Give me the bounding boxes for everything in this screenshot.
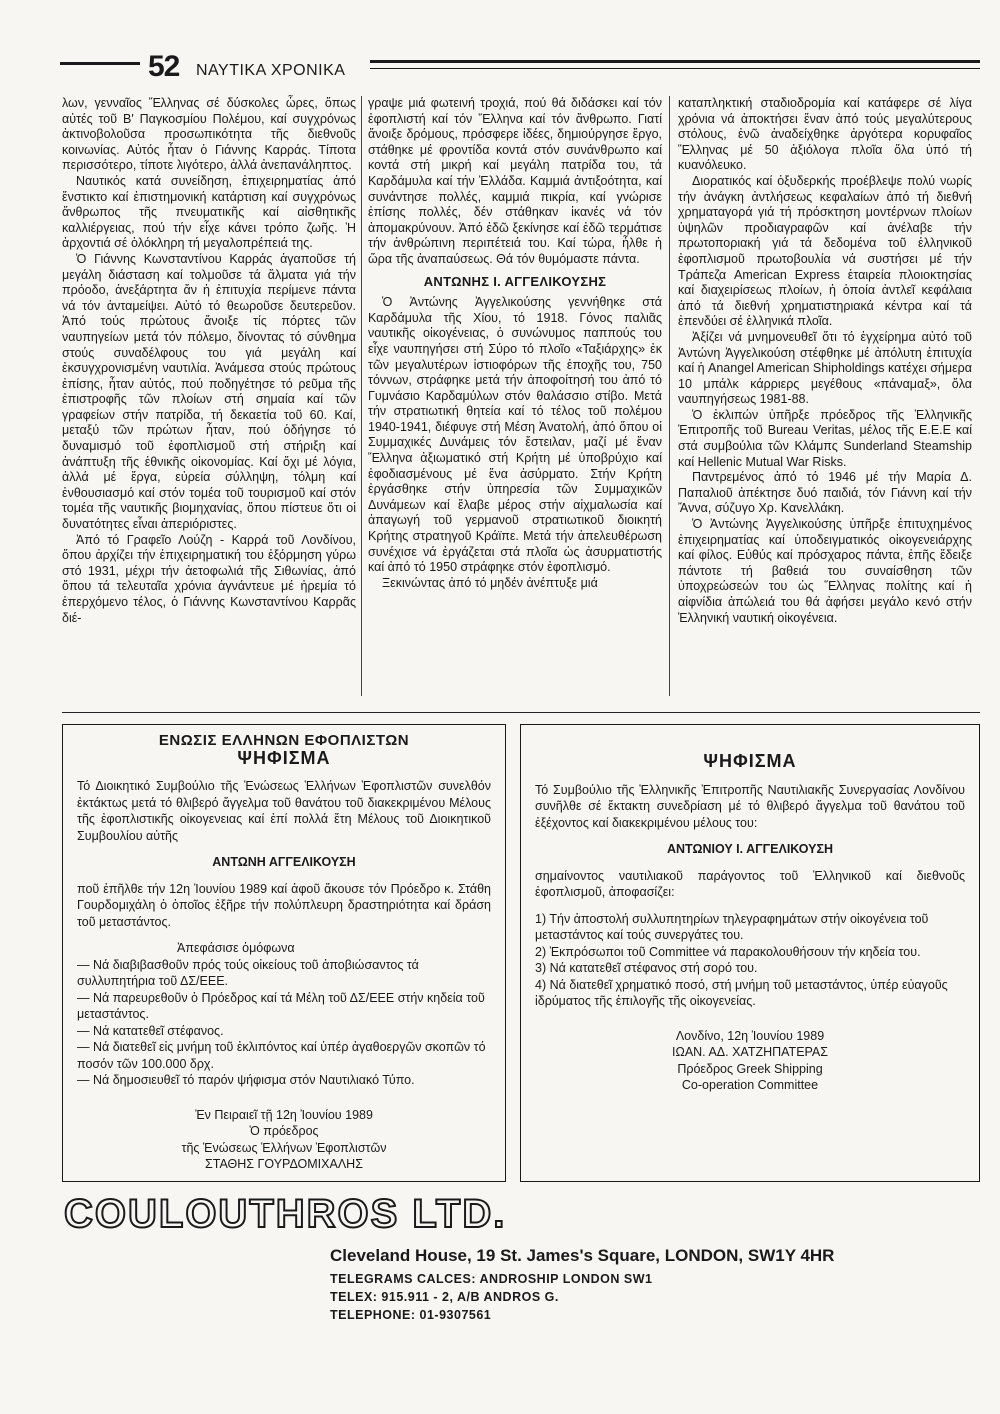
company-logo: COULOUTHROS LTD.: [64, 1192, 507, 1236]
decision-item: 4) Νά διατεθεῖ χρηματικό ποσό, στή μνήμη τοῦ μεταστάντος, ὑπέρ εὐαγοῦς ἱδρύματος τῆς ἐπιλογῆς τῆς οἰκογενείας.: [535, 977, 948, 1008]
paragraph: Ξεκινώντας ἀπό τό μηδέν ἀνέπτυξε μιά: [382, 575, 598, 590]
resolution-box-left: [62, 724, 506, 1182]
box-intro: Τό Διοικητικό Συμβούλιο τῆς Ἑνώσεως Ἑλλήνων Ἐφοπλιστῶν συνελθόν ἐκτάκτως μετά τό θλιβερό ἄγγελμα τοῦ θανάτου τοῦ διακεκριμένου Μέλους τῆς ἐφοπλιστικῆς οἰκογενειας καί ἐπί πολλά ἔτη Μέλους τοῦ Διοικητικοῦ Συμβουλίου αὐτῆς: [77, 779, 491, 843]
place-date: Λονδίνο, 12η Ἰουνίου 1989: [675, 1028, 825, 1043]
article-column-1: [62, 96, 356, 626]
paragraph: Ὁ ἐκλιπών ὑπῆρξε πρόεδρος τῆς Ἑλληνικῆς Ἐπιτροπῆς τοῦ Bureau Veritas, μέλος τῆς Ε.Ε.Ε καί στά συμβούλια τῶν Κλάμπς Sunderland Steamship καί Hellenic Mutual War Risks.: [678, 407, 972, 469]
paragraph: Διορατικός καί ὀξυδερκής προέβλεψε πολύ νωρίς τήν ἀνάγκη ἀντλήσεως κεφαλαίων ἀπό τή διεθνή χρηματαγορά γιά τή πρόσκτηση μοντέρνων πλοίων ὑψηλῶν προδιαγραφῶν καί ἀνέλαβε τήν πρωτοποριακή γιά τά δεδομένα τοῦ ἑλληνικοῦ ἐφοπλισμοῦ πρωτοβουλία νά συστήσει μέ τήν Τράπεζα American Express ἑταιρεία πλοιοκτησίας καί διαχειρίσεως πλοίων, ἡ ὁποία ἀντλεῖ κεφάλαια ἀπό τά διεθνή χρηματιστηριακά κέντρα καί τά ἐπενδύει σέ ἑλληνικά πλοῖα.: [678, 173, 972, 329]
publication-title: ΝΑΥΤΙΚΑ ΧΡΟΝΙΚΑ: [196, 62, 346, 79]
telegrams-line: TELEGRAMS CALCES: ANDROSHIP LONDON SW1: [330, 1272, 653, 1286]
article-column-2: [368, 96, 662, 591]
advertisement: [62, 1190, 980, 1320]
decision-item: — Νά δημοσιευθεῖ τό παρόν ψήφισμα στόν Ναυτιλιακό Τύπο.: [77, 1073, 415, 1087]
signer-org: τῆς Ἑνώσεως Ἑλλήνων Ἐφοπλιστῶν: [181, 1140, 387, 1155]
decision-item: — Νά παρευρεθοῦν ὁ Πρόεδρος καί τά Μέλη τοῦ ΔΣ/ΕΕΕ στήν κηδεία τοῦ μεταστάντος.: [77, 990, 485, 1021]
box-body: ποῦ ἐπῆλθε τήν 12η Ἰουνίου 1989 καί ἀφοῦ ἄκουσε τόν Πρόεδρο κ. Στάθη Γουρδομιχάλη ὁ ὁποῖος ἐξῆρε τήν πολύπλευρη δραστηριότητα καί δράση τοῦ μεταστάντος.: [77, 881, 491, 929]
paragraph: Ὁ Ἀντώνης Ἀγγελικούσης ὑπῆρξε ἐπιτυχημένος ἐπιχειρηματίας καί ὑποδειγματικός οἰκογενειάρχης καί φίλος. Εὐθύς καί πρόσχαρος πάντα, ἐπῆς ἔδειξε πάντοτε τή βαθειά του συναίσθηση τῶν ὑποχρεώσεών του ὡς Ἕλληνας πολίτης καί ἡ αἰφνίδια ἀπώλειά του θά ἀφήσει μεγάλο κενό στήν Ἑλληνική ναυτική οἰκογένεια.: [678, 517, 972, 625]
deceased-name: ΑΝΤΩΝΗ ΑΓΓΕΛΙΚΟΥΣΗ: [212, 855, 356, 869]
paragraph: Ὁ Γιάννης Κωνσταντίνου Καρράς ἀγαποῦσε τή μεγάλη διάσταση καί τολμοῦσε τά ἅλματα γιά τήν πρόοδο, ἀνεξάρτητα ἄν ἡ ἐπιτυχία περίμενε πάντα νά τόν ἀνταμείψει. Αὐτό τό θεωροῦσε δευτερεῦον. Ἀπό τούς πρώτους ἄνοιξε τίς πόρτες τῶν ναυπηγείων μετά τόν πόλεμο, δίνοντας τό σύνθημα στούς συναδέλφους του γιά μεγάλη καί ἐκσυγχρονισμένη ναυτιλία. Ἀνάμεσα στούς πρώτους ἐπίσης, ἦταν αὐτός, πού ποδηγέτησε τό ρεῦμα τῆς ἐπιστροφῆς τῶν πλοίων στή σημαία καί τῶν γραφείων στήν πατρίδα, τή δεκαετία τοῦ 60. Καί, μεταξύ τῶν πρώτων ἦταν, πού ὁδήγησε τό δυναμισμό τοῦ ἐφοπλισμοῦ στή στήριξη καί ἀνάπτυξη τῆς ἐθνικῆς οἰκονομίας. Καί ὄχι μέ λόγια, ἀλλά μέ ἔργα, εὐρεία σύλληψη, τόλμη καί ἐνθουσιασμό καί στόν τομέα τοῦ τουρισμοῦ καί στόν τομέα τῆς ναυτικῆς βιομηχανίας, ὅπου πίστευε ὅτι οἱ δυνατότητες εἶναι ἀπεριόριστες.: [62, 251, 356, 532]
signer-role: Ὁ πρόεδρος: [249, 1124, 319, 1138]
section-heading: ΑΝΤΩΝΗΣ Ι. ΑΓΓΕΛΙΚΟΥΣΗΣ: [423, 273, 607, 289]
telex-line: TELEX: 915.911 - 2, A/B ANDROS G.: [330, 1290, 559, 1304]
box-intro: Τό Συμβούλιο τῆς Ἑλληνικῆς Ἐπιτροπῆς Ναυτιλιακῆς Συνεργασίας Λονδίνου συνῆλθε σέ ἔκτακτη συνεδρίαση μέ τό θλιβερό ἄγγελμα τοῦ θανάτου τοῦ ἐξέχοντος καί διακεκριμένου μέλους του:: [535, 782, 965, 830]
paragraph: Παντρεμένος ἀπό τό 1946 μέ τήν Μαρία Δ. Παπαλιοῦ ἀπέκτησε δυό παιδιά, τόν Γιάννη καί τήν Ἄννα, σύζυγο Χρ. Κανελλάκη.: [678, 470, 972, 516]
paragraph: Ἀπό τό Γραφεῖο Λούζη - Καρρά τοῦ Λονδίνου, ὅπου ἀρχίζει τήν ἐπιχειρηματική του ἐξόρμηση γύρω στό 1931, μέχρι τήν ἀετοφωλιά τῆς Σιθωνίας, ἀπό ὅπου τά τελευταῖα χρόνια ἀγνάντευε μέ ἠρεμία τό ἐπερχόμενο τέλος, ὁ Γιάννης Κωνσταντίνου Καρρᾶς διέ-: [62, 532, 356, 625]
box-title: ΕΝΩΣΙΣ ΕΛΛΗΝΩΝ ΕΦΟΠΛΙΣΤΩΝ: [158, 732, 410, 749]
header-rule-left: [60, 62, 140, 65]
box-subtitle: ΨΗΦΙΣΜΑ: [237, 747, 331, 768]
decision-item: 3) Νά κατατεθεῖ στέφανος στή σορό του.: [535, 961, 758, 975]
paragraph: λων, γενναῖος Ἕλληνας σέ δύσκολες ὧρες, ὅπως αὐτές τοῦ Β' Παγκοσμίου Πολέμου, καί συγχρόνως ἀκτινοβολοῦσα προσωπικότητα τῆς διεθνοῦς κοινωνίας. Αὐτός ἦταν ὁ Γιάννης Καρράς. Τίποτα περισσότερο, τίποτε λιγότερο, ἀλλά ἀνεπανάληπτος.: [62, 96, 356, 173]
signer-org: Co-operation Committee: [681, 1078, 819, 1092]
column-divider: [361, 96, 362, 696]
telephone-line: TELEPHONE: 01-9307561: [330, 1308, 492, 1322]
page-number: 52: [148, 50, 180, 83]
paragraph: Ναυτικός κατά συνείδηση, ἐπιχειρηματίας ἀπό ἔνστικτο καί ἐπιστημονική κατάρτιση καί συγχρόνως ἄνθρωπος τῆς πνευματικῆς καί αἰσθητικῆς καλλιέργειας, πού τήν εἶχε κάνει τρόπο ζωῆς. Ἡ ἀρχοντιά σέ ὁλόκληρη τή μεγαλοπρέπειά της.: [62, 173, 356, 251]
section-divider: [62, 712, 980, 713]
decision-heading: Ἀπεφάσισε ὁμόφωνα: [177, 941, 295, 955]
place-date: Ἐν Πειραιεῖ τῇ 12η Ἰουνίου 1989: [195, 1107, 373, 1122]
box-body: σημαίνοντος ναυτιλιακοῦ παράγοντος τοῦ Ἑλληνικοῦ καί διεθνοῦς ἐφοπλισμοῦ, ἀποφασίζει:: [535, 868, 965, 899]
header-rule-right: [370, 60, 980, 69]
paragraph: Ὁ Ἀντώνης Ἀγγελικούσης γεννήθηκε στά Καρδάμυλα τῆς Χίου, τό 1918. Γόνος παλιᾶς ναυτικῆς οἰκογένειας, ὁ συνώνυμος παππούς του εἶχε ναυπηγήσει στή Σύρο τό πλοῖο «Ταξιάρχης» ἐκ τῶν μεγαλυτέρων ἱστιοφόρων τῆς ἐποχῆς του, 750 τόννων, στράφηκε μετά τήν ἀποφοίτησή του ἀπό τό Γυμνάσιο Καρδαμύλων στόν θαλάσσιο στίβο. Μετά τήν στρατιωτική θητεία καί τό τέλος τοῦ πολέμου 1940-1941, διέφυγε στή Μέση Ἀνατολή, ἀπό ὅπου οἱ Συμμαχικές Δυνάμεις τόν ἔστειλαν, μαζί μέ ἕναν Ἕλληνα ἀξιωματικό στή Κρήτη μέ ὑποβρύχιο καί ἐφοδιασμένους μέ ἕνα ἀσύρματο. Στήν Κρήτη ἐργάσθηκε στήν ὑπηρεσία τῶν Συμμαχικῶν Δυνάμεων καί ἔλαβε μέρος στήν αἰχμαλωσία καί ἀπαγωγή τοῦ γερμανοῦ στρατιωτικοῦ διοικητή Κρήτης στρατηγοῦ Κράϊπε. Μετά τήν ἀπελευθέρωση συνέχισε νά ἐργάζεται στά πλοῖα ὡς ἀσυρματιστής καί ἀπό τό 1950 στράφηκε στόν ἐφοπλισμό.: [368, 295, 662, 575]
decision-item: — Νά κατατεθεῖ στέφανος.: [77, 1023, 224, 1038]
box-subtitle: ΨΗΦΙΣΜΑ: [703, 751, 797, 771]
deceased-name: ΑΝΤΩΝΙΟΥ Ι. ΑΓΓΕΛΙΚΟΥΣΗ: [666, 842, 834, 856]
decision-item: 2) Ἐκπρόσωποι τοῦ Committee νά παρακολουθήσουν τήν κηδεία του.: [535, 944, 921, 959]
resolution-box-right: [520, 724, 980, 1182]
column-divider: [669, 96, 670, 696]
paragraph: Ἀξίζει νά μνημονευθεῖ ὅτι τό ἐγχείρημα αὐτό τοῦ Ἀντώνη Ἀγγελικούση στέφθηκε μέ ἀπόλυτη ἐπιτυχία καί ἡ Anangel American Shipholdings κατέχει σήμερα 10 μπάλκ κάρριερς μεγέθους «πάναμαξ», ὅλα ναυπηγήσεως 1981-88.: [678, 329, 972, 407]
paragraph: γραψε μιά φωτεινή τροχιά, πού θά διδάσκει καί τόν ἐφοπλιστή καί τόν Ἕλληνα καί τόν ἄνθρωπο. Γιατί ἄνοιξε δρόμους, πρόσφερε ἰδέες, δημιούργησε ἔργο, στάθηκε μέ φροντίδα κοντά στόν συνάνθρωπο καί κοντά στή μικρή καί μεγάλη πατρίδα του, τά Καρδάμυλα καί τήν Ἑλλάδα. Καμμιά ἀντιξοότητα, καί συνάντησε πολλές, καμμιά πικρία, καί γνώρισε ἐπίσης πολλές, δέν στάθηκαν ἱκανές νά τόν ἀπομακρύνουν. Ἀπό ἐδῶ ξεκίνησε καί ἐδῶ τερμάτισε τήν ἀνθρώπινη περιπέτειά του. Καί τώρα, ἦλθε ἡ ὥρα τῆς ἀναπαύσεως. Θά τόν θυμόμαστε πάντα.: [368, 96, 662, 266]
decision-item: — Νά διατεθεῖ εἰς μνήμη τοῦ ἐκλιπόντος καί ὑπέρ ἀγαθοεργῶν σκοπῶν τό ποσόν τῶν 100.000 δρχ.: [77, 1040, 486, 1071]
decision-item: — Νά διαβιβασθοῦν πρός τούς οἰκείους τοῦ ἀποβιώσαντος τά συλλυπητήρια τοῦ ΔΣ/ΕΕΕ.: [77, 957, 419, 988]
signer-name: ΣΤΑΘΗΣ ΓΟΥΡΔΟΜΙΧΑΛΗΣ: [205, 1157, 363, 1171]
signer-name: ΙΩΑΝ. ΑΔ. ΧΑΤΖΗΠΑΤΕΡΑΣ: [672, 1045, 828, 1059]
company-address: Cleveland House, 19 St. James's Square, LONDON, SW1Y 4HR: [330, 1246, 835, 1265]
paragraph: καταπληκτική σταδιοδρομία καί κατάφερε σέ λίγα χρόνια νά ἀποκτήσει ἕναν ἀπό τούς μεγαλύτερους στόλους, ἐνῶ ἀναδείχθηκε ἀργότερα κορυφαῖος Ἕλληνας μέ 50 ἀξιόλογα πλοῖα ὅλα ὑπό τή κυανόλευκο.: [678, 96, 972, 173]
signer-role: Πρόεδρος Greek Shipping: [677, 1061, 823, 1076]
article-column-3: [678, 96, 972, 626]
page-header: [60, 52, 980, 84]
decision-item: 1) Τήν ἀποστολή συλλυπητηρίων τηλεγραφημάτων στήν οἰκογένεια τοῦ μεταστάντος καί τούς συνεργάτες του.: [535, 911, 929, 942]
